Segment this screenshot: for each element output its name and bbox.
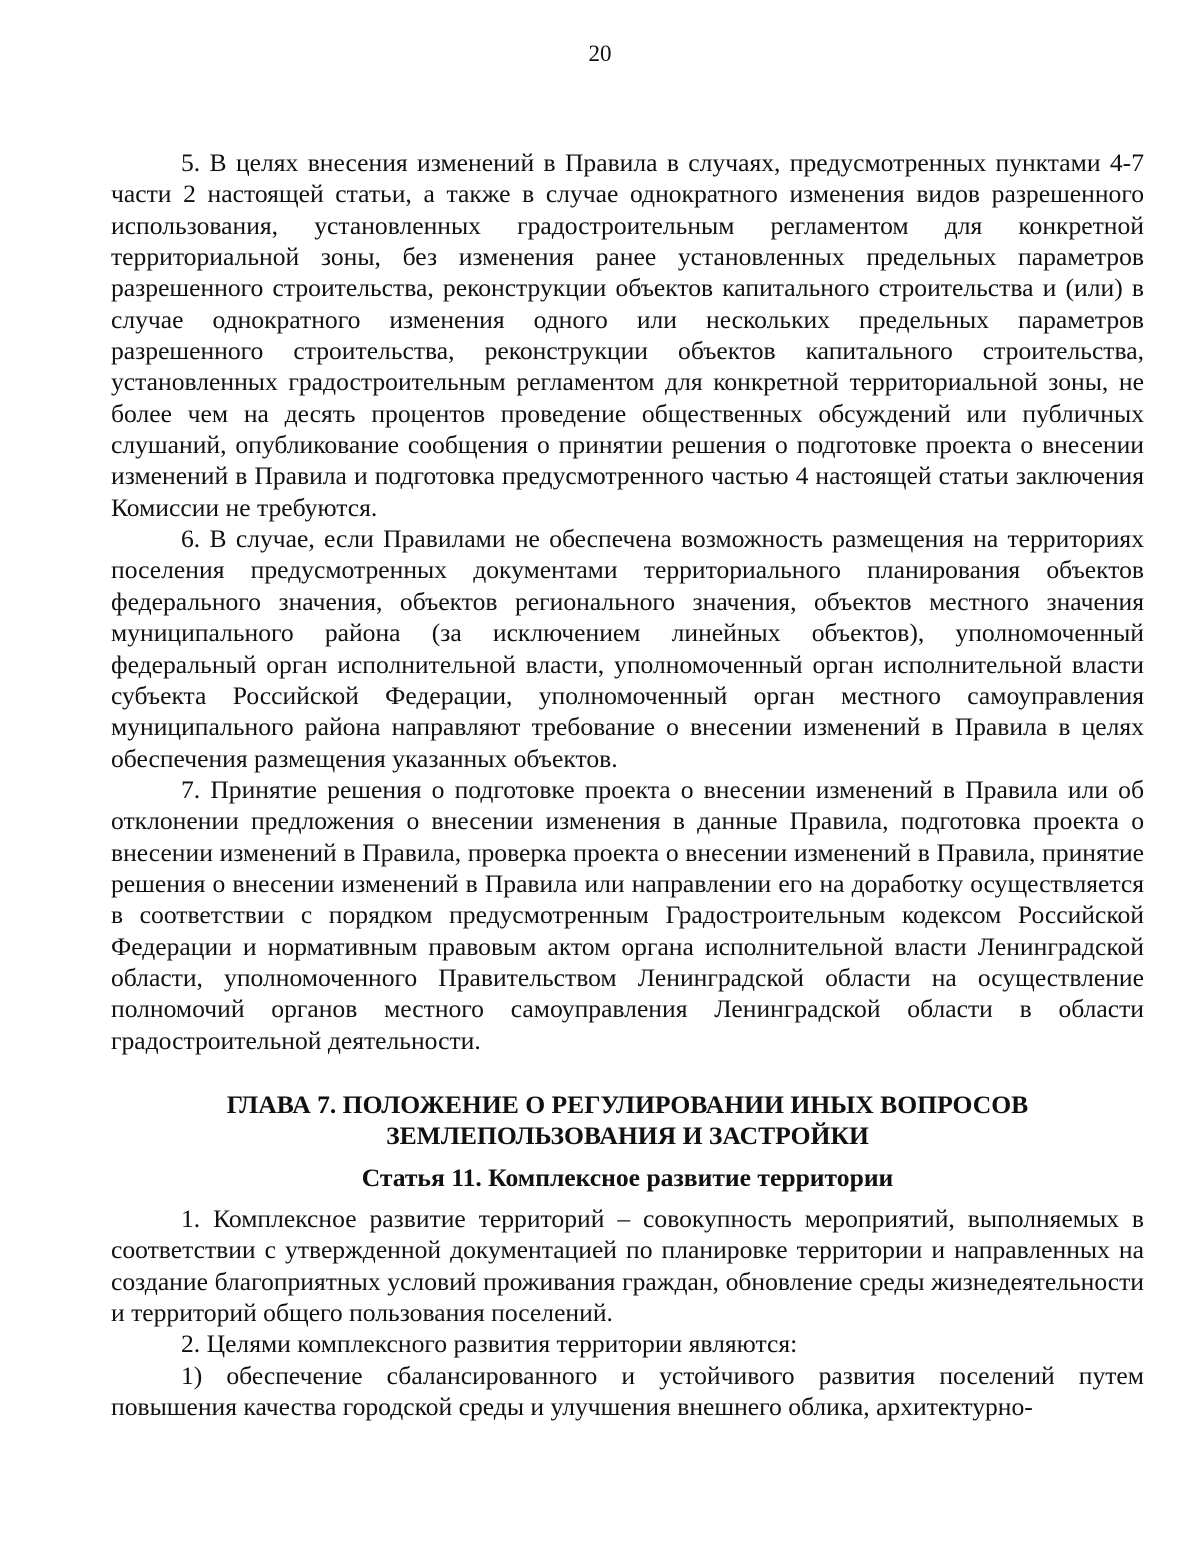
article-list-item-1: 1) обеспечение сбалансированного и устойчивого развития поселений путем повышения качества городской среды и улучшения внешнего облика, архитектурно- [111, 1360, 1144, 1422]
page-number: 20 [588, 41, 612, 66]
paragraph-5: 5. В целях внесения изменений в Правила в случаях, предусмотренных пунктами 4-7 части 2 настоящей статьи, а также в случае однократного изменения видов разрешенного использования, установленных градостроительным регламентом для конкретной территориальной зоны, без изменения ранее установленных предельных параметров разрешенного строительства, реконструкции объектов капитального строительства и (или) в случае однократного изменения одного или нескольких предельных параметров разрешенного строительства, реконструкции объектов капитального строительства, установленных градостроительным регламентом для конкретной территориальной зоны, не более чем на десять процентов проведение общественных обсуждений или публичных слушаний, опубликование сообщения о принятии решения о подготовке проекта о внесении изменений в Правила и подготовка предусмотренного частью 4 настоящей статьи заключения Комиссии не требуются. [111, 148, 1144, 522]
article-paragraph-2: 2. Целями комплексного развития территории являются: [181, 1329, 798, 1359]
paragraph-7: 7. Принятие решения о подготовке проекта о внесении изменений в Правила или об отклонении предложения о внесении изменения в данные Правила, подготовка проекта о внесении изменений в Правила, проверка проекта о внесении изменений в Правила, принятие решения о внесении изменений в Правила или направлении его на доработку осуществляется в соответствии с порядком предусмотренным Градостроительным кодексом Российской Федерации и нормативным правовым актом органа исполнительной власти Ленинградской области, уполномоченного Правительством Ленинградской области на осуществление полномочий органов местного самоуправления Ленинградской области в области градостроительной деятельности. [111, 774, 1144, 1055]
chapter-title [111, 1089, 1144, 1151]
article-paragraph-1: 1. Комплексное развитие территорий – совокупность мероприятий, выполняемых в соответствии с утвержденной документацией по планировке территории и направленных на создание благоприятных условий проживания граждан, обновление среды жизнедеятельности и территорий общего пользования поселений. [111, 1203, 1144, 1327]
article-title: Статья 11. Комплексное развитие территории [361, 1162, 894, 1192]
chapter-title-line-2: ЗЕМЛЕПОЛЬЗОВАНИЯ И ЗАСТРОЙКИ [386, 1120, 869, 1150]
paragraph-6: 6. В случае, если Правилами не обеспечена возможность размещения на территориях поселения предусмотренных документами территориального планирования объектов федерального значения, объектов регионального значения, объектов местного значения муниципального района (за исключением линейных объектов), уполномоченный федеральный орган исполнительной власти, уполномоченный орган исполнительной власти субъекта Российской Федерации, уполномоченный орган местного самоуправления муниципального района направляют требование о внесении изменений в Правила в целях обеспечения размещения указанных объектов. [111, 524, 1144, 773]
document-body [111, 147, 1144, 1422]
chapter-title-line-1: ГЛАВА 7. ПОЛОЖЕНИЕ О РЕГУЛИРОВАНИИ ИНЫХ ВОПРОСОВ [226, 1089, 1029, 1119]
